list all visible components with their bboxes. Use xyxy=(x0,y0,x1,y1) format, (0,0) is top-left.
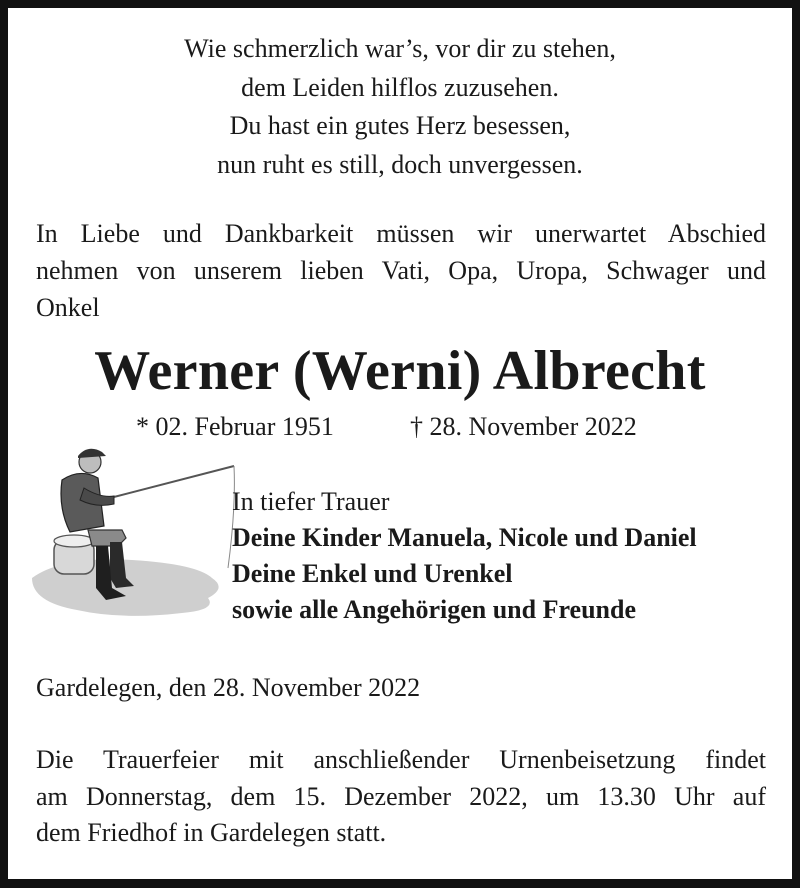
intro-line: nehmen von unserem lieben Vati, Opa, Uropa, Schwager und xyxy=(36,256,766,285)
mourners-line: Deine Enkel und Urenkel xyxy=(232,559,513,588)
mourners xyxy=(232,484,792,628)
mourners-heading: In tiefer Trauer xyxy=(232,487,390,516)
poem-line: dem Leiden hilflos zuzusehen. xyxy=(241,72,559,102)
service-line: Die Trauerfeier mit anschließender Urnenbeisetzung findet xyxy=(36,745,766,774)
place-date: Gardelegen, den 28. November 2022 xyxy=(36,673,421,702)
birth-date: * 02. Februar 1951 xyxy=(136,412,334,441)
service-text xyxy=(36,742,766,852)
poem-line: nun ruht es still, doch unvergessen. xyxy=(217,149,583,179)
intro-line: In Liebe und Dankbarkeit müssen wir unerwartet Abschied xyxy=(36,219,766,248)
mourners-line: sowie alle Angehörigen und Freunde xyxy=(232,595,637,624)
intro-line: Onkel xyxy=(36,293,100,322)
intro-text xyxy=(36,215,766,326)
service-line: dem Friedhof in Gardelegen statt. xyxy=(36,818,387,847)
poem-line: Wie schmerzlich war’s, vor dir zu stehen, xyxy=(184,34,616,63)
death-date: † 28. November 2022 xyxy=(410,412,637,441)
mourners-line: Deine Kinder Manuela, Nicole und Daniel xyxy=(232,523,697,552)
poem-line: Du hast ein gutes Herz besessen, xyxy=(229,111,571,140)
poem xyxy=(0,30,800,184)
service-line: am Donnerstag, dem 15. Dezember 2022, um 13.30 Uhr auf xyxy=(36,781,766,811)
deceased-name: Werner (Werni) Albrecht xyxy=(94,340,706,402)
fisherman-icon xyxy=(22,438,242,628)
